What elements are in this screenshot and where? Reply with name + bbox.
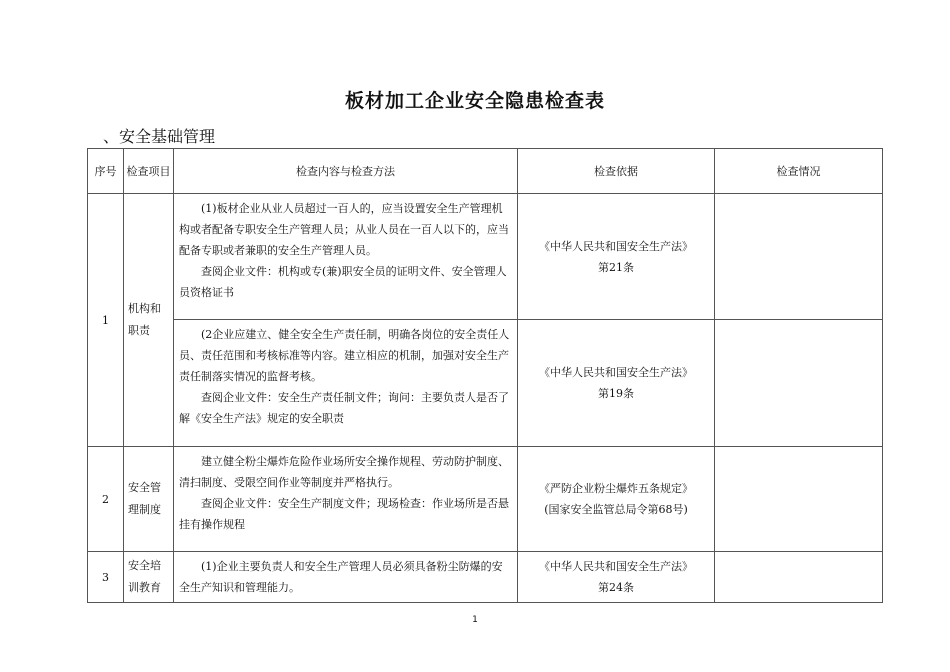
check-item: 机构和职责 [124, 194, 174, 447]
check-status[interactable] [715, 447, 883, 552]
basis-line: 《中华人民共和国安全生产法》 [539, 560, 693, 573]
content-paragraph: 建立健全粉尘爆炸危险作业场所安全操作规程、劳动防护制度、清扫制度、受限空间作业等制度并严格执行。 [179, 455, 509, 489]
check-status[interactable] [715, 320, 883, 447]
header-item: 检查项目 [124, 149, 174, 194]
check-item: 安全管理制度 [124, 447, 174, 552]
basis-line: 《中华人民共和国安全生产法》 [539, 366, 693, 379]
check-content [174, 320, 518, 447]
table-row [88, 447, 883, 552]
basis-line: 《严防企业粉尘爆炸五条规定》 [539, 482, 693, 495]
table-header-row [88, 149, 883, 194]
table-row [88, 194, 883, 320]
check-basis [518, 194, 715, 320]
content-paragraph: 查阅企业文件：机构或专(兼)职安全员的证明文件、安全管理人员资格证书 [179, 265, 507, 299]
page-number: 1 [472, 615, 478, 625]
basis-line: 《中华人民共和国安全生产法》 [539, 239, 693, 253]
check-status[interactable] [715, 194, 883, 320]
check-content [174, 552, 518, 603]
section-heading: 、安全基础管理 [103, 127, 216, 146]
check-content [174, 447, 518, 552]
row-number: 3 [88, 552, 124, 603]
content-paragraph: 查阅企业文件：安全生产责任制文件；询问：主要负责人是否了解《安全生产法》规定的安全职责 [179, 391, 509, 425]
header-content: 检查内容与检查方法 [174, 149, 518, 194]
check-basis [518, 552, 715, 603]
table-row [88, 552, 883, 603]
basis-line: 第19条 [598, 387, 634, 400]
content-paragraph: (2企业应建立、健全安全生产责任制，明确各岗位的安全责任人员、责任范围和考核标准等内容。建立相应的机制，加强对安全生产责任制落实情况的监督考核。 [179, 328, 510, 383]
content-paragraph: (1)板材企业从业人员超过一百人的，应当设置安全生产管理机构或者配备专职安全生产管理人员；从业人员在一百人以下的，应当配备专职或者兼职的安全生产管理人员。 [179, 202, 509, 257]
table-row [88, 320, 883, 447]
check-item: 安全培训教育 [124, 552, 174, 603]
page-title: 板材加工企业安全隐患检查表 [344, 90, 605, 112]
check-content [174, 194, 518, 320]
basis-line: 第24条 [598, 581, 634, 594]
content-paragraph: 查阅企业文件：安全生产制度文件；现场检查：作业场所是否悬挂有操作规程 [179, 497, 509, 531]
basis-line: 第21条 [598, 260, 634, 274]
header-no: 序号 [88, 149, 124, 194]
basis-line: (国家安全监管总局令第68号) [544, 503, 688, 516]
row-number: 2 [88, 447, 124, 552]
content-paragraph: (1)企业主要负责人和安全生产管理人员必须具备粉尘防爆的安全生产知识和管理能力。 [179, 560, 503, 594]
header-status: 检查情况 [715, 149, 883, 194]
header-basis: 检查依据 [518, 149, 715, 194]
check-basis [518, 320, 715, 447]
check-basis [518, 447, 715, 552]
inspection-table [87, 148, 883, 603]
row-number: 1 [88, 194, 124, 447]
check-status[interactable] [715, 552, 883, 603]
